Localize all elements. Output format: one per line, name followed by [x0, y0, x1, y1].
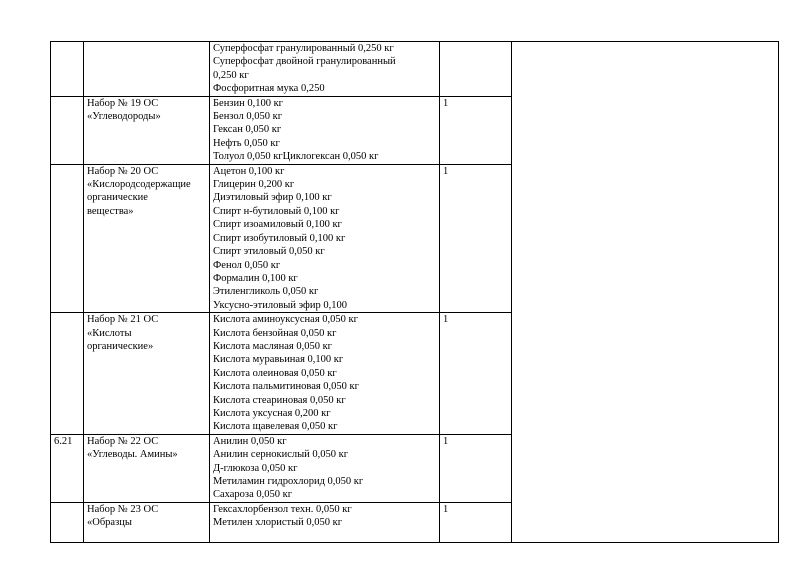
kit-item: Фосфоритная мука 0,250 — [213, 83, 325, 95]
kit-item: Суперфосфат гранулированный 0,250 кг — [213, 43, 394, 54]
kit-item: Формалин 0,100 кг — [213, 272, 298, 284]
kit-contents-cell — [210, 313, 440, 435]
row-number-cell — [51, 42, 84, 97]
table-body — [51, 42, 779, 543]
inventory-table — [50, 41, 779, 543]
kit-item: Этиленгликоль 0,050 кг — [213, 286, 319, 298]
quantity-cell — [440, 164, 512, 312]
kit-name-cell — [84, 434, 210, 502]
kit-item: Метилен хлористый 0,050 кг — [213, 517, 343, 529]
kit-item: Спирт изоамиловый 0,100 кг — [213, 219, 342, 231]
kit-name-line: «Кислоты — [87, 327, 132, 339]
kit-item: Д-глюкоза 0,050 кг — [213, 462, 298, 474]
quantity-value: 1 — [443, 314, 449, 326]
kit-item: Кислота масляная 0,050 кг — [213, 340, 332, 352]
kit-name-line: органические» — [87, 340, 154, 352]
kit-item: Анилин сернокислый 0,050 кг — [213, 449, 349, 461]
kit-item: Нефть 0,050 кг — [213, 137, 280, 149]
kit-name-line: «Углеводороды» — [87, 111, 161, 123]
kit-item: Глицерин 0,200 кг — [213, 179, 295, 191]
quantity-cell — [440, 502, 512, 542]
kit-item: Фенол 0,050 кг — [213, 259, 281, 271]
kit-contents-cell — [210, 502, 440, 542]
kit-name-line: Набор № 22 ОС — [87, 435, 159, 447]
row-number-cell — [51, 434, 84, 502]
kit-item: Гексахлорбензол техн. 0,050 кг — [213, 503, 352, 515]
kit-contents-cell — [210, 434, 440, 502]
kit-item: Кислота аминоуксусная 0,050 кг — [213, 314, 358, 326]
row-number-cell — [51, 502, 84, 542]
kit-item: Суперфосфат двойной гранулированный — [213, 56, 396, 68]
kit-name-cell — [84, 313, 210, 435]
notes-cell — [512, 42, 779, 543]
kit-item: Кислота стеариновая 0,050 кг — [213, 394, 346, 406]
kit-item: Уксусно-этиловый эфир 0,100 — [213, 299, 347, 311]
kit-item: Метиламин гидрохлорид 0,050 кг — [213, 476, 364, 487]
kit-item: Толуол 0,050 кгЦиклогексан 0,050 кг — [213, 151, 379, 163]
kit-item: Кислота щавелевая 0,050 кг — [213, 421, 338, 433]
quantity-value: 1 — [443, 435, 449, 447]
cell-spacer — [213, 530, 436, 542]
kit-name-line: «Кислородсодержащие — [87, 179, 191, 191]
kit-item: Спирт этиловый 0,050 кг — [213, 246, 325, 258]
kit-name-line: вещества» — [87, 205, 134, 217]
kit-name-cell — [84, 96, 210, 164]
table-row — [51, 42, 779, 97]
quantity-value: 1 — [443, 165, 449, 177]
kit-contents-cell — [210, 42, 440, 97]
kit-item: Гексан 0,050 кг — [213, 124, 282, 136]
quantity-value: 1 — [443, 97, 449, 109]
kit-name-line: «Углеводы. Амины» — [87, 449, 178, 461]
row-number-cell — [51, 96, 84, 164]
kit-item: Анилин 0,050 кг — [213, 435, 287, 447]
quantity-cell — [440, 42, 512, 97]
kit-item: Ацетон 0,100 кг — [213, 165, 285, 177]
kit-item: Диэтиловый эфир 0,100 кг — [213, 192, 332, 204]
kit-item: Кислота олеиновая 0,050 кг — [213, 367, 337, 379]
kit-item: Бензол 0,050 кг — [213, 111, 283, 123]
quantity-cell — [440, 313, 512, 435]
row-number: 6.21 — [54, 435, 73, 447]
kit-name-cell — [84, 502, 210, 542]
kit-item: Сахароза 0,050 кг — [213, 489, 293, 501]
kit-name-cell — [84, 164, 210, 312]
kit-item: Кислота уксусная 0,200 кг — [213, 407, 331, 419]
quantity-cell — [440, 96, 512, 164]
kit-item: Кислота муравьиная 0,100 кг — [213, 354, 344, 366]
kit-name-cell — [84, 42, 210, 97]
kit-item: 0,250 кг — [213, 69, 249, 81]
kit-name-line: органические — [87, 192, 148, 204]
kit-name-line: Набор № 21 ОС — [87, 314, 159, 326]
quantity-value: 1 — [443, 503, 449, 515]
kit-name-line: Набор № 23 ОС — [87, 503, 159, 515]
row-number-cell — [51, 164, 84, 312]
kit-item: Спирт изобутиловый 0,100 кг — [213, 232, 346, 244]
kit-item: Спирт н-бутиловый 0,100 кг — [213, 205, 340, 217]
kit-item: Кислота бензойная 0,050 кг — [213, 327, 337, 339]
quantity-cell — [440, 434, 512, 502]
kit-item: Бензин 0,100 кг — [213, 97, 283, 109]
kit-item: Кислота пальмитиновая 0,050 кг — [213, 381, 359, 393]
kit-contents-cell — [210, 164, 440, 312]
kit-name-line: Набор № 20 ОС — [87, 165, 159, 177]
kit-name-line: «Образцы — [87, 517, 132, 529]
row-number-cell — [51, 313, 84, 435]
kit-name-line: Набор № 19 ОС — [87, 97, 159, 109]
kit-contents-cell — [210, 96, 440, 164]
